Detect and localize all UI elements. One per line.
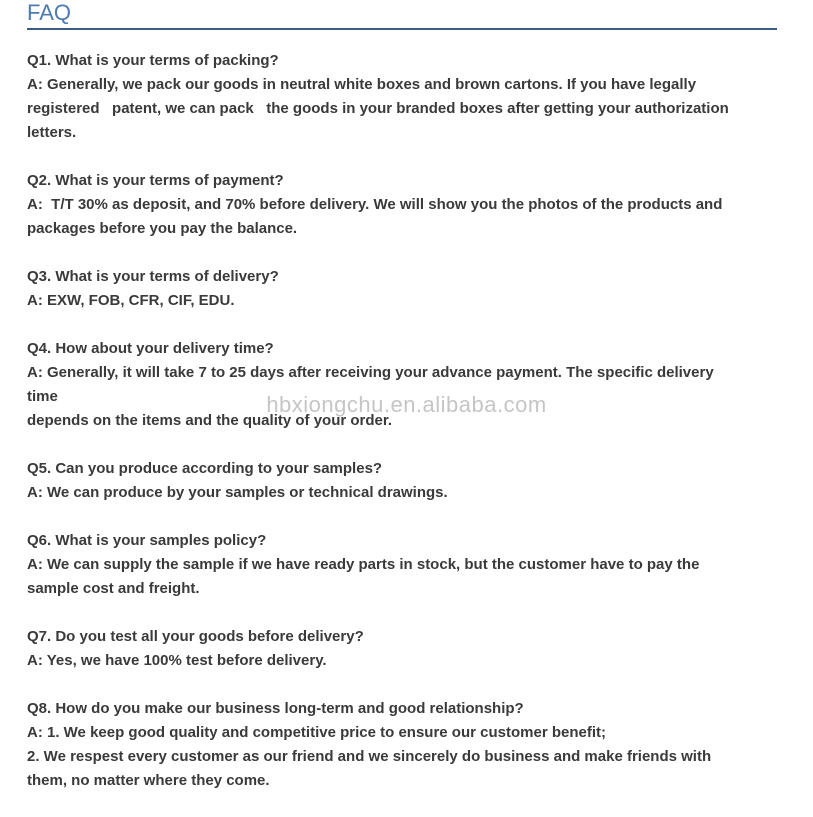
faq-item-q8 (27, 697, 787, 793)
faq-answer-line: A: We can supply the sample if we have ready parts in stock, but the customer have to pay the (27, 556, 700, 573)
faq-header (27, 0, 777, 30)
faq-question: Q7. Do you test all your goods before delivery? (27, 628, 364, 645)
faq-item-q1 (27, 49, 787, 145)
faq-answer-line: A: Generally, it will take 7 to 25 days after receiving your advance payment. The specific delivery (27, 364, 714, 381)
faq-answer-line: them, no matter where they come. (27, 772, 270, 789)
faq-answer-line: letters. (27, 124, 77, 141)
faq-question: Q3. What is your terms of delivery? (27, 268, 279, 285)
faq-answer-line: 2. We respest every customer as our friend and we sincerely do business and make friends with (27, 748, 712, 765)
faq-answer-line: time (27, 388, 58, 405)
faq-answer-line: A: T/T 30% as deposit, and 70% before delivery. We will show you the photos of the products and (27, 196, 723, 213)
faq-question: Q2. What is your terms of payment? (27, 172, 284, 189)
faq-answer-line: A: EXW, FOB, CFR, CIF, EDU. (27, 292, 235, 309)
faq-answer-line: A: 1. We keep good quality and competitive price to ensure our customer benefit; (27, 724, 606, 741)
faq-answer-line: packages before you pay the balance. (27, 220, 298, 237)
faq-answer-line: depends on the items and the quality of your order. (27, 412, 393, 429)
faq-answer-line: A: Generally, we pack our goods in neutral white boxes and brown cartons. If you have legally (27, 76, 697, 93)
faq-item-q5 (27, 457, 787, 505)
faq-question: Q4. How about your delivery time? (27, 340, 274, 357)
faq-item-q2 (27, 169, 787, 241)
faq-answer-line: A: Yes, we have 100% test before delivery. (27, 652, 327, 669)
faq-item-q7 (27, 625, 787, 673)
faq-question: Q1. What is your terms of packing? (27, 52, 279, 69)
faq-item-q3 (27, 265, 787, 313)
faq-question: Q8. How do you make our business long-term and good relationship? (27, 700, 524, 717)
watermark-text: hbxiongchu.en.alibaba.com (266, 392, 547, 417)
faq-item-q6 (27, 529, 787, 601)
faq-item-q4 (27, 337, 787, 433)
faq-answer-line: sample cost and freight. (27, 580, 200, 597)
faq-answer-line: A: We can produce by your samples or technical drawings. (27, 484, 448, 501)
faq-question: Q6. What is your samples policy? (27, 532, 267, 549)
faq-answer-line: registered patent, we can pack the goods in your branded boxes after getting your authorization (27, 100, 729, 117)
page-title: FAQ (27, 0, 72, 25)
faq-question: Q5. Can you produce according to your samples? (27, 460, 383, 477)
faq-list (27, 49, 787, 817)
